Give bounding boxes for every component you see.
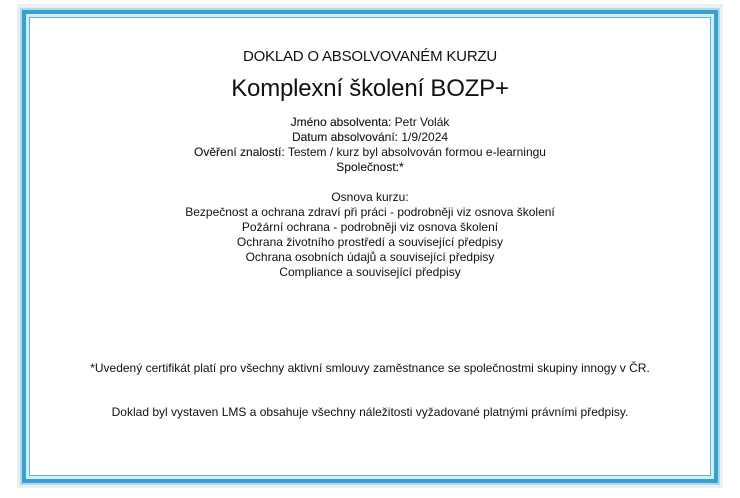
company-row <box>30 160 710 175</box>
course-outline <box>30 190 710 280</box>
graduate-name-value: Petr Volák <box>391 115 450 129</box>
course-outline-item: Bezpečnost a ochrana zdraví při práci - podrobněji viz osnova školení <box>185 205 555 219</box>
completion-date-row <box>30 130 710 145</box>
completion-date-label: Datum absolvování: <box>291 130 398 144</box>
graduate-name-row <box>30 115 710 130</box>
course-outline-item: Ochrana životního prostředí a související předpisy <box>236 235 504 249</box>
graduate-name-label: Jméno absolventa: <box>290 115 392 129</box>
certificate <box>30 18 710 475</box>
certificate-heading: DOKLAD O ABSOLVOVANÉM KURZU <box>242 48 498 65</box>
course-outline-item: Ochrana osobních údajů a související předpisy <box>245 250 495 264</box>
certificate-details <box>30 115 710 175</box>
knowledge-verification-value: Testem / kurz byl absolvován formou e-learningu <box>284 145 546 159</box>
course-title: Komplexní školení BOZP+ <box>231 75 509 102</box>
issued-statement: Doklad byl vystaven LMS a obsahuje všechny náležitosti vyžadované platnými právními předpisy. <box>111 405 629 419</box>
knowledge-verification-row <box>30 145 710 160</box>
course-outline-item: Požární ochrana - podrobněji viz osnova školení <box>241 220 499 234</box>
validity-footnote: *Uvedený certifikát platí pro všechny aktivní smlouvy zaměstnance se společnostmi skupiny innogy v ČR. <box>90 361 650 375</box>
course-outline-item: Compliance a související předpisy <box>279 265 461 279</box>
course-outline-title: Osnova kurzu: <box>331 190 409 204</box>
knowledge-verification-label: Ověření znalostí: <box>194 145 285 159</box>
company-label: Společnost:* <box>336 160 404 174</box>
completion-date-value: 1/9/2024 <box>398 130 449 144</box>
